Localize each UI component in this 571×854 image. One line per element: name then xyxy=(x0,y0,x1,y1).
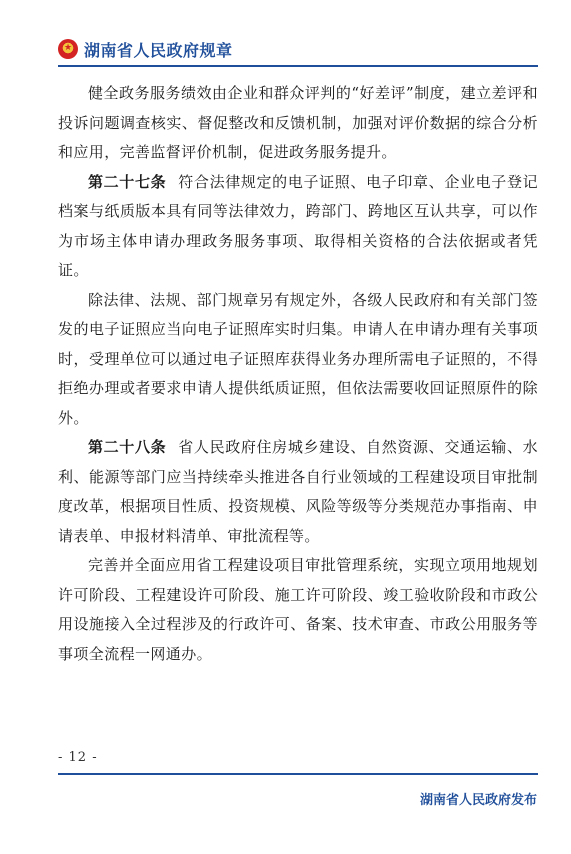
paragraph xyxy=(58,286,538,434)
paragraph-text: 符合法律规定的电子证照、电子印章、企业电子登记档案与纸质版本具有同等法律效力，跨部门、跨地区互认共享，可以作为市场主体申请办理政务服务事项、取得相关资格的合法依据或者凭证。 xyxy=(58,172,538,279)
footer-publisher: 湖南省人民政府发布 xyxy=(419,793,537,808)
paragraph-text: 完善并全面应用省工程建设项目审批管理系统，实现立项用地规划许可阶段、工程建设许可阶段、施工许可阶段、竣工验收阶段和市政公用设施接入全过程涉及的行政许可、备案、技术审查、市政公用服务等事项全流程一网通办。 xyxy=(58,556,538,663)
page-number: - 12 - xyxy=(58,750,98,765)
header-title: 湖南省人民政府规章 xyxy=(84,40,233,60)
article-number: 第二十八条 xyxy=(88,438,167,456)
paragraph-text: 省人民政府住房城乡建设、自然资源、交通运输、水利、能源等部门应当持续牵头推进各自行业领域的工程建设项目审批制度改革，根据项目性质、投资规模、风险等级等分类规范办事指南、申请表单、申报材料清单、审批流程等。 xyxy=(58,438,538,545)
paragraph xyxy=(58,551,538,669)
header-divider xyxy=(58,65,538,67)
document-body xyxy=(58,79,538,669)
paragraph-article-27 xyxy=(58,168,538,286)
paragraph-text: 健全政务服务绩效由企业和群众评判的“好差评”制度，建立差评和投诉问题调查核实、督促整改和反馈机制，加强对评价数据的综合分析和应用，完善监督评价机制，促进政务服务提升。 xyxy=(58,84,538,161)
paragraph xyxy=(58,79,538,168)
article-number: 第二十七条 xyxy=(88,172,167,191)
footer-divider xyxy=(58,773,538,775)
paragraph-article-28 xyxy=(58,433,538,551)
national-emblem-icon xyxy=(58,39,78,59)
paragraph-text: 除法律、法规、部门规章另有规定外，各级人民政府和有关部门签发的电子证照应当向电子证照库实时归集。申请人在申请办理有关事项时，受理单位可以通过电子证照库获得业务办理所需电子证照的，不得拒绝办理或者要求申请人提供纸质证照，但依法需要收回证照原件的除外。 xyxy=(58,290,538,427)
page-header xyxy=(58,36,233,62)
